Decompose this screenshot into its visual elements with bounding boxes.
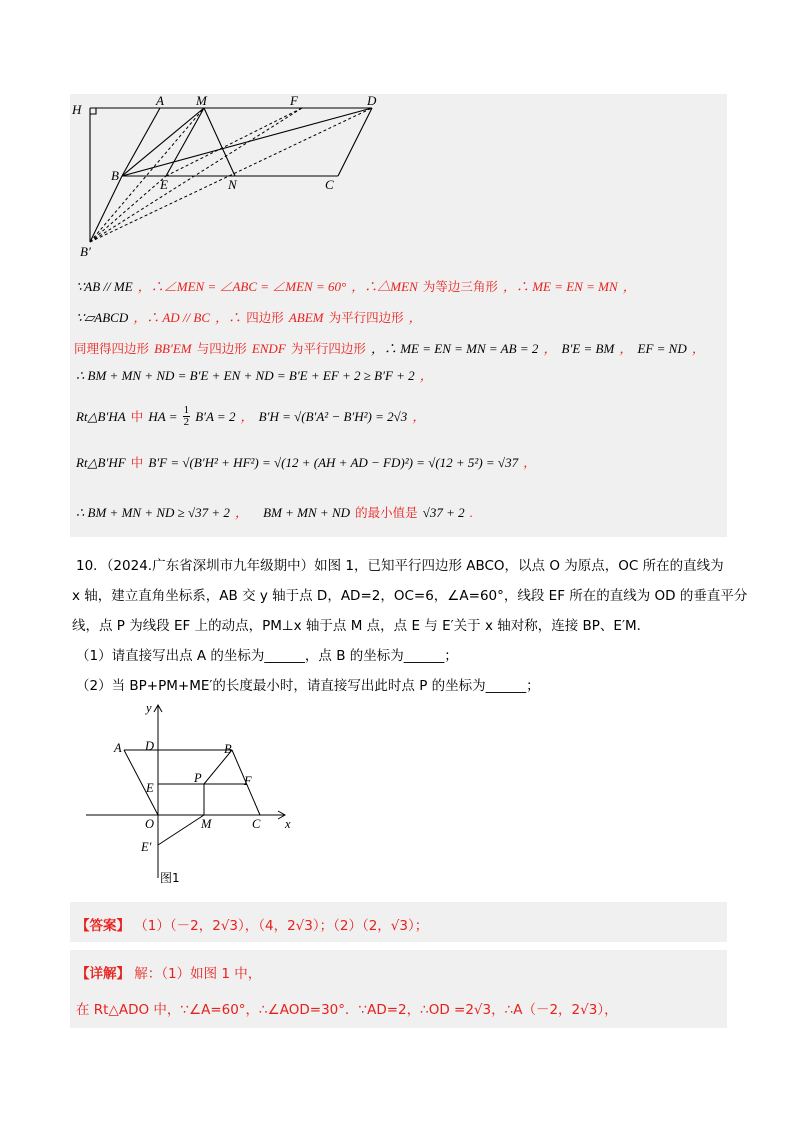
sol2-d: 四边形 bbox=[246, 310, 284, 325]
sol3-f: ，∴ ME = EN = MN = AB = 2 bbox=[370, 341, 539, 356]
fig1-label-B: B bbox=[224, 742, 232, 756]
sol4-end: ， bbox=[419, 368, 433, 383]
solution-line-3 bbox=[74, 338, 705, 357]
sol2-f: 为平行四边形 bbox=[328, 310, 404, 325]
dash-BpF bbox=[90, 108, 302, 242]
line-BD bbox=[122, 108, 372, 176]
sol2-a: ∵▱ABCD bbox=[76, 310, 129, 325]
sol5-fraction bbox=[183, 405, 191, 428]
sol5-c: HA = bbox=[148, 409, 178, 424]
sol3-g: ， bbox=[543, 341, 557, 356]
solution-line-1 bbox=[76, 276, 636, 295]
sol5-e: ， bbox=[240, 409, 254, 424]
sol3-e: 为平行四边形 bbox=[290, 341, 366, 356]
fig1-label-C: C bbox=[252, 817, 261, 831]
fig1-label-P: P bbox=[194, 771, 202, 785]
line-BM bbox=[122, 108, 204, 176]
dash-BpD bbox=[90, 108, 372, 242]
dash-BpM bbox=[90, 108, 204, 242]
sol2-g: ， bbox=[408, 310, 422, 325]
label-E: E bbox=[160, 177, 168, 192]
label-C: C bbox=[325, 177, 334, 192]
label-M: M bbox=[196, 94, 207, 108]
label-A: A bbox=[156, 94, 164, 108]
fig1-label-O: O bbox=[145, 817, 155, 831]
sol7-a: ∴ BM + MN + ND ≥ √37 + 2 bbox=[76, 505, 230, 520]
question-line-3: 线，点 P 为线段 EF 上的动点，PM⊥x 轴于点 M 点，点 E 与 E′关于 x 轴对称，连接 BP、E′M． bbox=[72, 618, 651, 634]
sol1-c: ，∴△MEN bbox=[351, 279, 418, 294]
sol1-e: ，∴ ME = EN = MN bbox=[502, 279, 618, 294]
sol3-d: ENDF bbox=[251, 341, 286, 356]
dash-BpE bbox=[90, 176, 166, 242]
solution-line-4 bbox=[76, 365, 433, 384]
fig1-label-D: D bbox=[145, 739, 155, 753]
detail-line-1-text: 解：（1）如图 1 中， bbox=[134, 966, 262, 982]
line-DC bbox=[338, 108, 372, 176]
question-line-1: 10．（2024.广东省深圳市九年级期中）如图 1，已知平行四边形 ABCO，以点 O 为原点，OC 所在的直线为 bbox=[76, 558, 724, 574]
sol3-i: ， bbox=[619, 341, 633, 356]
sol3-c: 与四边形 bbox=[196, 341, 247, 356]
detail-tag: 【详解】 bbox=[76, 966, 130, 982]
sol6-a: Rt△B′HF bbox=[76, 455, 126, 470]
answer-line bbox=[76, 914, 428, 934]
sol2-e: ABEM bbox=[288, 310, 324, 325]
sol1-f: ， bbox=[622, 279, 636, 294]
seg-EpM bbox=[158, 815, 204, 845]
solution-line-2 bbox=[76, 307, 422, 326]
label-B: B bbox=[111, 168, 119, 183]
sol7-d: 的最小值是 bbox=[355, 505, 418, 520]
line-MN bbox=[204, 108, 235, 176]
label-H: H bbox=[72, 102, 82, 117]
dash-EF bbox=[166, 108, 302, 176]
sol6-d: ， bbox=[523, 455, 537, 470]
sol3-k: ， bbox=[691, 341, 705, 356]
sol1-a: ∵AB // ME bbox=[76, 279, 133, 294]
sol3-a: 同理得四边形 bbox=[74, 341, 150, 356]
label-N: N bbox=[228, 177, 237, 192]
sol6-b: 中 bbox=[130, 455, 144, 470]
sol7-f: . bbox=[469, 505, 473, 520]
label-D: D bbox=[367, 94, 377, 108]
solution-line-5 bbox=[76, 405, 425, 428]
sol5-b: 中 bbox=[130, 409, 144, 424]
fig1-label-M: M bbox=[201, 817, 212, 831]
fig1-label-E: E bbox=[146, 781, 154, 795]
fig1-label-y: y bbox=[146, 701, 152, 715]
detail-line-1 bbox=[76, 962, 261, 982]
detail-line-2: 在 Rt△ADO 中，∵∠A=60°，∴∠AOD=30°．∵AD=2，∴OD =2√3，∴A（－2，2√3）， bbox=[76, 1002, 618, 1018]
question-part-2: （2）当 BP+PM+ME′的长度最小时，请直接写出此时点 P 的坐标为______； bbox=[76, 678, 540, 694]
answer-body: （1）（－2，2√3），（4，2√3）；（2）（2，√3）； bbox=[134, 918, 429, 934]
sol5-d: B′A = 2 bbox=[195, 409, 236, 424]
fig1-label-Ep: E′ bbox=[141, 840, 152, 854]
solution-line-7 bbox=[76, 502, 473, 521]
sol3-b: BB′EM bbox=[154, 341, 192, 356]
sol7-e: √37 + 2 bbox=[422, 505, 465, 520]
sol5-g: ， bbox=[412, 409, 426, 424]
sol6-c: B′F = √(B′H² + HF²) = √(12 + (AH + AD − FD)²) = √(12 + 5²) = √37 bbox=[148, 455, 519, 470]
sol5-num: 1 bbox=[183, 404, 190, 416]
question-part-1: （1）请直接写出点 A 的坐标为______，点 B 的坐标为______； bbox=[76, 648, 458, 664]
figure-1 bbox=[84, 700, 304, 890]
answer-tag: 【答案】 bbox=[76, 918, 130, 934]
label-F: F bbox=[290, 94, 298, 108]
fig1-label-F: F bbox=[244, 774, 252, 788]
sol7-c: BM + MN + ND bbox=[263, 505, 351, 520]
sol4-main: ∴ BM + MN + ND = B′E + EN + ND = B′E + EF + 2 ≥ B′F + 2 bbox=[76, 368, 415, 383]
line-ME bbox=[166, 108, 204, 176]
sol1-d: 为等边三角形 bbox=[422, 279, 498, 294]
fig1-label-A: A bbox=[114, 741, 122, 755]
right-angle-mark bbox=[90, 108, 96, 114]
sol5-den: 2 bbox=[183, 416, 190, 428]
sol5-f: B′H = √(B′A² − B′H²) = 2√3 bbox=[258, 409, 408, 424]
sol5-a: Rt△B′HA bbox=[76, 409, 126, 424]
sol2-c: ，∴ bbox=[215, 310, 242, 325]
sol3-h: B′E = BM bbox=[561, 341, 615, 356]
sol2-b: ，∴ AD // BC bbox=[133, 310, 210, 325]
fig1-label-x: x bbox=[285, 817, 291, 831]
solution-line-6 bbox=[76, 452, 536, 471]
label-Bp: B′ bbox=[80, 244, 91, 259]
sol7-b: ， bbox=[235, 505, 249, 520]
top-figure bbox=[70, 94, 400, 262]
fig1-caption: 图1 bbox=[160, 871, 180, 885]
sol1-b: ，∴∠MEN = ∠ABC = ∠MEN = 60° bbox=[137, 279, 347, 294]
sol3-j: EF = ND bbox=[637, 341, 687, 356]
question-line-2: x 轴，建立直角坐标系，AB 交 y 轴于点 D，AD=2，OC=6，∠A=60°，线段 EF 所在的直线为 OD 的垂直平分 bbox=[72, 588, 748, 604]
